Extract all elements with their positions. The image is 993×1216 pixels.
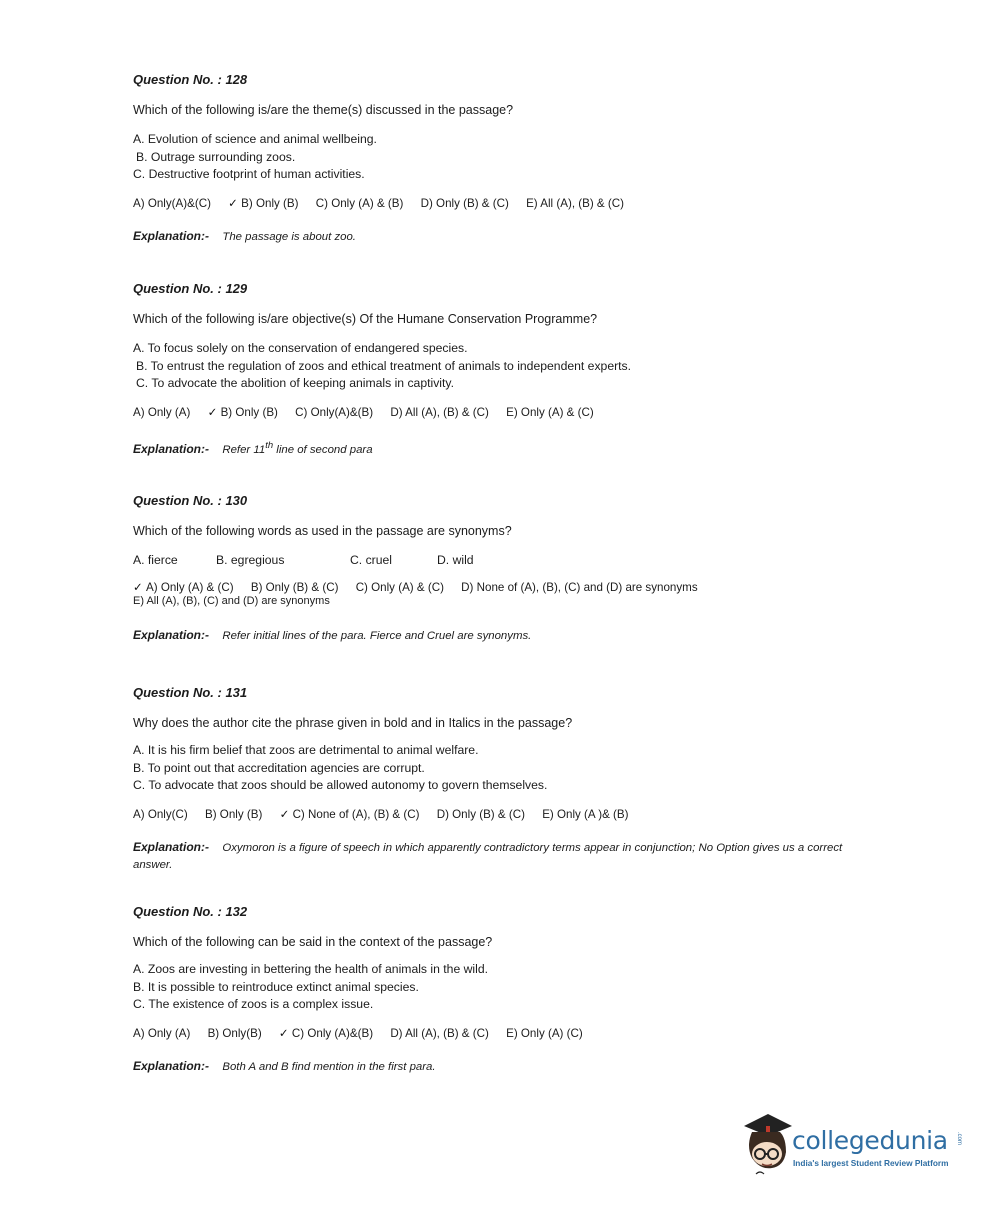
option-row xyxy=(133,1026,933,1040)
option-b-correct: ✓ B) Only (B) xyxy=(228,196,299,210)
option-e: E) All (A), (B) & (C) xyxy=(526,196,624,210)
statement-list xyxy=(133,340,933,393)
question-title: Question No. : 129 xyxy=(133,281,248,296)
option-a: A) Only(A)&(C) xyxy=(133,196,211,210)
question-text: Why does the author cite the phrase given in bold and in Italics in the passage? xyxy=(133,716,573,730)
question-title: Question No. : 128 xyxy=(133,72,248,87)
question-text: Which of the following words as used in the passage are synonyms? xyxy=(133,524,512,538)
explanation-label: Explanation:- xyxy=(133,228,210,243)
option-c-correct: ✓ C) None of (A), (B) & (C) xyxy=(279,807,420,821)
option-d: D) Only (B) & (C) xyxy=(420,196,509,210)
word: A. fierce xyxy=(133,553,178,567)
statement: A. Zoos are investing in bettering the health of animals in the wild. xyxy=(133,962,488,976)
check-icon: ✓ xyxy=(278,1026,289,1040)
logo-tagline: India's largest Student Review Platform xyxy=(793,1158,949,1168)
explanation-label: Explanation:- xyxy=(133,839,210,854)
check-icon: ✓ xyxy=(207,405,218,419)
statement: A. Evolution of science and animal wellbeing. xyxy=(133,132,377,146)
option-a-correct: ✓ A) Only (A) & (C) xyxy=(133,580,234,594)
option-e: E) All (A), (B), (C) and (D) are synonyms xyxy=(133,594,330,607)
option-row-2 xyxy=(133,595,933,607)
check-icon: ✓ xyxy=(228,196,238,210)
option-a: A) Only (A) xyxy=(133,405,191,419)
explanation-label: Explanation:- xyxy=(133,627,210,642)
question-title: Question No. : 131 xyxy=(133,685,248,700)
question-131 xyxy=(133,685,933,873)
question-132 xyxy=(133,904,933,1075)
explanation-label: Explanation:- xyxy=(133,1058,210,1073)
option-a: A) Only(C) xyxy=(133,807,188,821)
option-c: C) Only (A) & (C) xyxy=(355,580,444,594)
explanation-label: Explanation:- xyxy=(133,442,210,457)
option-e: E) Only (A) & (C) xyxy=(506,405,594,419)
option-row xyxy=(133,807,933,821)
option-b-correct: ✓ B) Only (B) xyxy=(207,405,278,419)
option-b: B) Only (B) & (C) xyxy=(250,580,339,594)
explanation-text: Refer 11th line of second para xyxy=(222,440,373,457)
question-title: Question No. : 132 xyxy=(133,904,248,919)
option-d: D) Only (B) & (C) xyxy=(436,807,525,821)
option-d: D) None of (A), (B), (C) and (D) are synonyms xyxy=(461,580,698,594)
word-list xyxy=(133,552,933,570)
question-text: Which of the following can be said in the context of the passage? xyxy=(133,935,493,949)
explanation xyxy=(133,1058,933,1075)
explanation-text: Oxymoron is a figure of speech in which apparently contradictory terms appear in conjunction; No Option gives us a correct answer. xyxy=(133,841,843,871)
option-b: B) Only (B) xyxy=(204,807,263,821)
explanation-text: The passage is about zoo. xyxy=(222,230,356,243)
student-mascot-icon xyxy=(740,1112,796,1178)
logo-name: collegedunia xyxy=(792,1126,948,1155)
question-129 xyxy=(133,281,933,458)
option-c: C) Only(A)&(B) xyxy=(295,405,374,419)
check-icon: ✓ xyxy=(133,580,143,594)
statement: A. To focus solely on the conservation of endangered species. xyxy=(133,341,468,355)
word: D. wild xyxy=(437,553,474,567)
statement: C. Destructive footprint of human activities. xyxy=(133,167,365,181)
explanation xyxy=(133,839,873,873)
question-text: Which of the following is/are objective(s) Of the Humane Conservation Programme? xyxy=(133,312,598,326)
option-row xyxy=(133,196,933,210)
statement: B. It is possible to reintroduce extinct animal species. xyxy=(133,979,419,994)
question-130 xyxy=(133,493,933,644)
option-e: E) Only (A )& (B) xyxy=(542,807,629,821)
statement: C. The existence of zoos is a complex issue. xyxy=(133,997,374,1011)
option-row xyxy=(133,580,933,594)
question-text: Which of the following is/are the theme(s) discussed in the passage? xyxy=(133,103,514,117)
explanation-text: Both A and B find mention in the first para. xyxy=(222,1060,436,1073)
option-a: A) Only (A) xyxy=(133,1026,191,1040)
option-b: B) Only(B) xyxy=(207,1026,262,1040)
explanation-text: Refer initial lines of the para. Fierce and Cruel are synonyms. xyxy=(222,629,532,642)
statement: B. To entrust the regulation of zoos and ethical treatment of animals to independent experts. xyxy=(136,358,632,373)
statement: C. To advocate that zoos should be allowed autonomy to govern themselves. xyxy=(133,778,548,792)
logo-suffix: .com xyxy=(956,1132,962,1146)
collegedunia-logo xyxy=(740,1112,970,1182)
statement-list xyxy=(133,961,933,1014)
option-d: D) All (A), (B) & (C) xyxy=(390,405,489,419)
word: B. egregious xyxy=(216,553,285,567)
option-e: E) Only (A) (C) xyxy=(506,1026,583,1040)
word: C. cruel xyxy=(350,553,392,567)
statement: B. To point out that accreditation agencies are corrupt. xyxy=(133,760,425,775)
check-icon: ✓ xyxy=(279,807,290,821)
explanation xyxy=(133,228,933,245)
option-d: D) All (A), (B) & (C) xyxy=(390,1026,489,1040)
option-row xyxy=(133,405,933,419)
option-c-correct: ✓ C) Only (A)&(B) xyxy=(278,1026,374,1040)
explanation xyxy=(133,627,933,644)
explanation xyxy=(133,439,933,459)
question-128 xyxy=(133,72,933,245)
option-c: C) Only (A) & (B) xyxy=(315,196,404,210)
statement: A. It is his firm belief that zoos are detrimental to animal welfare. xyxy=(133,743,479,757)
statement-list xyxy=(133,742,933,795)
statement-list xyxy=(133,131,933,184)
statement: C. To advocate the abolition of keeping animals in captivity. xyxy=(136,376,454,390)
question-title: Question No. : 130 xyxy=(133,493,248,508)
statement: B. Outrage surrounding zoos. xyxy=(136,149,296,164)
